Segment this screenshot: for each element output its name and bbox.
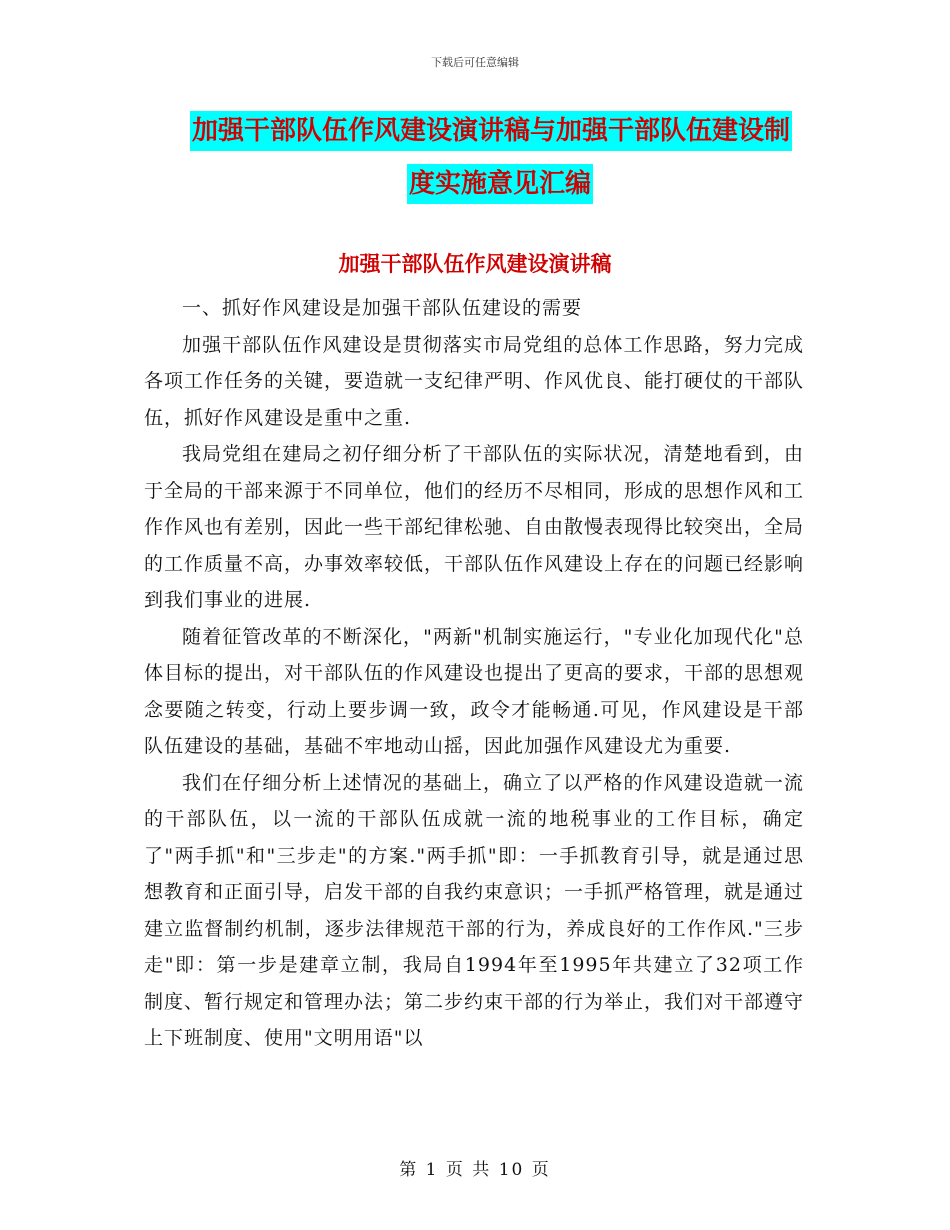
title-line-2 (190, 161, 810, 208)
paragraph: 随着征管改革的不断深化，"两新"机制实施运行，"专业化加现代化"总体目标的提出，对干部队伍的作风建设也提出了更高的要求，干部的思想观念要随之转变，行动上要步调一致，政令才能畅通.可见，作风建设是干部队伍建设的基础，基础不牢地动山摇，因此加强作风建设尤为重要. (144, 625, 805, 757)
paragraph: 加强干部队伍作风建设是贯彻落实市局党组的总体工作思路，努力完成各项工作任务的关键，要造就一支纪律严明、作风优良、能打硬仗的干部队伍，抓好作风建设是重中之重. (144, 333, 805, 429)
title-line-1-text: 加强干部队伍作风建设演讲稿与加强干部队伍建设制 (190, 111, 792, 151)
title-line-2-text: 度实施意见汇编 (407, 164, 593, 204)
page-footer: 第 1 页 共 10 页 (399, 1160, 551, 1180)
paragraph: 我们在仔细分析上述情况的基础上，确立了以严格的作风建设造就一流的干部队伍，以一流的干部队伍成就一流的地税事业的工作目标，确定了"两手抓"和"三步走"的方案."两手抓"即：一手抓教育引导，就是通过思想教育和正面引导，启发干部的自我约束意识；一手抓严格管理，就是通过建立监督制约机制，逐步法律规范干部的行为，养成良好的工作作风."三步走"即：第一步是建章立制，我局自1994年至1995年共建立了32项工作制度、暂行规定和管理办法；第二步约束干部的行为举止，我们对干部遵守上下班制度、使用"文明用语"以 (144, 771, 805, 1049)
header-note: 下载后可任意编辑 (431, 56, 519, 69)
section-title: 加强干部队伍作风建设演讲稿 (338, 252, 612, 276)
title-line-1 (190, 108, 810, 155)
document-body (144, 290, 804, 1057)
paragraph-heading: 一、抓好作风建设是加强干部队伍建设的需要 (182, 297, 583, 319)
paragraph: 我局党组在建局之初仔细分析了干部队伍的实际状况，清楚地看到，由于全局的干部来源于不同单位，他们的经历不尽相同，形成的思想作风和工作作风也有差别，因此一些干部纪律松驰、自由散慢表现得比较突出，全局的工作质量不高，办事效率较低，干部队伍作风建设上存在的问题已经影响到我们事业的进展. (144, 443, 805, 611)
document-title (190, 108, 810, 208)
